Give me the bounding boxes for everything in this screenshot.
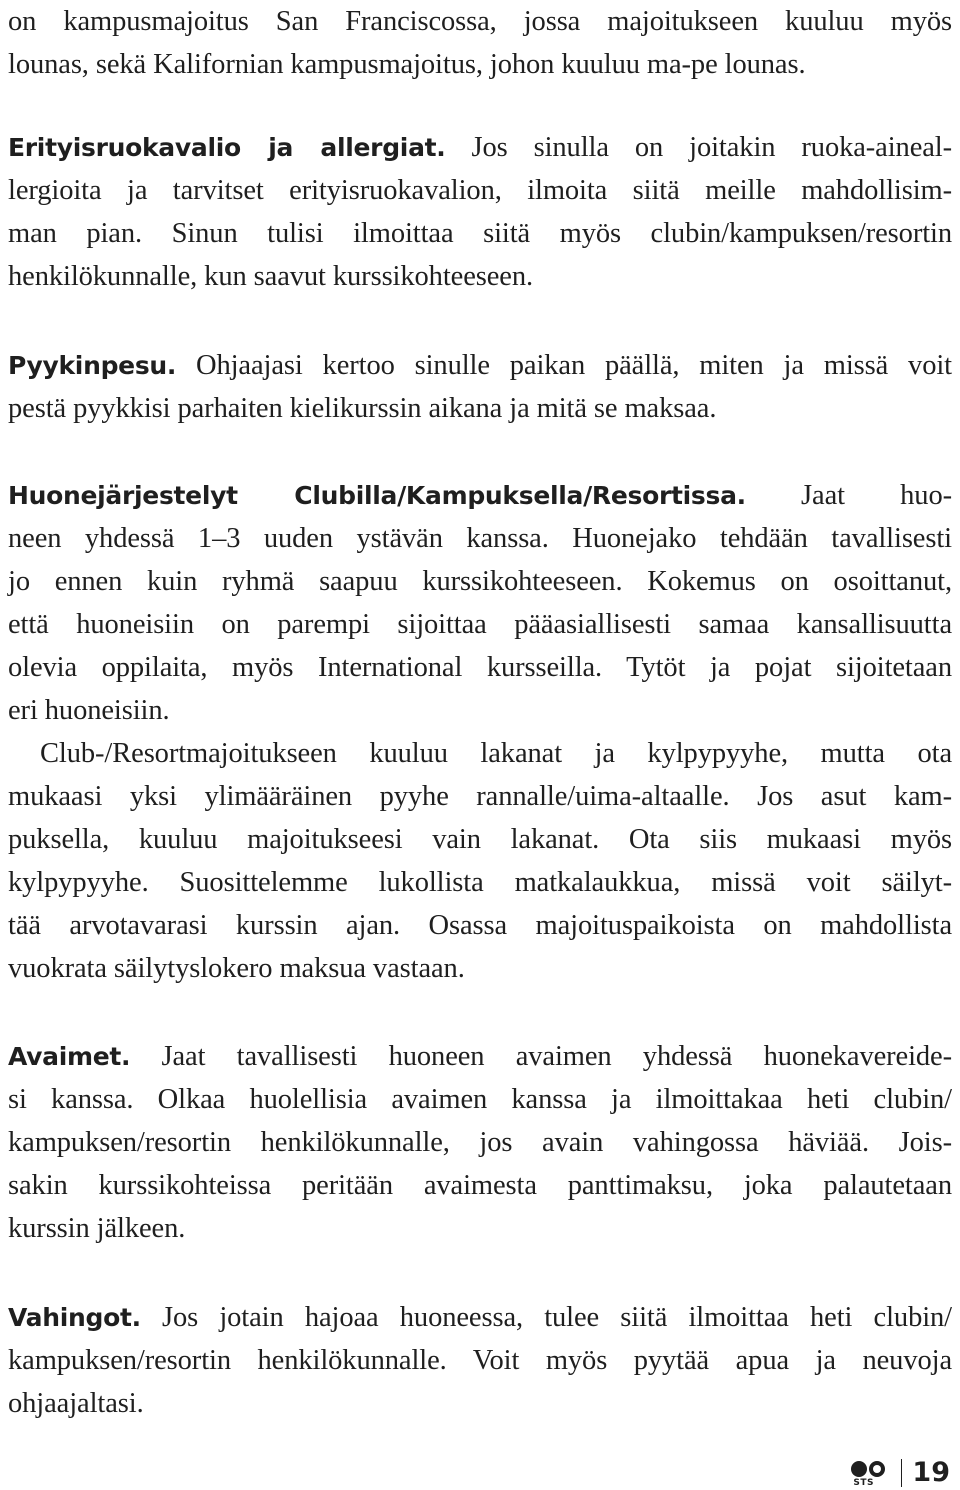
text-line: kampuksen/resortin henkilökunnalle, jos avain vahingossa häviää. Jois- — [8, 1127, 952, 1158]
text-line: Club-/Resortmajoitukseen kuuluu lakanat ja kylpypyyhe, mutta ota — [40, 738, 952, 769]
text-line: mukaasi yksi ylimääräinen pyyhe rannalle/uima-altaalle. Jos asut kam- — [8, 781, 952, 812]
heading-rooms: Huonejärjestelyt Clubilla/Kampuksella/Resortissa. — [8, 481, 746, 510]
paragraph-diet — [8, 126, 952, 298]
text-line: Pyykinpesu. Ohjaajasi kertoo sinulle paikan päällä, miten ja missä voit — [8, 350, 952, 381]
paragraph-damages — [8, 1296, 952, 1425]
text-line: ohjaajaltasi. — [8, 1388, 144, 1419]
text-line: si kanssa. Olkaa huolellisia avaimen kanssa ja ilmoittakaa heti clubin/ — [8, 1084, 952, 1115]
paragraph-laundry — [8, 344, 952, 430]
heading-diet: Erityisruokavalio ja allergiat. — [8, 133, 446, 162]
page-footer — [849, 1456, 950, 1490]
text-line: kylpypyyhe. Suosittelemme lukollista matkalaukkua, missä voit säilyt- — [8, 867, 952, 898]
footer-divider — [901, 1459, 902, 1487]
paragraph-keys — [8, 1035, 952, 1250]
text-line: Huonejärjestelyt Clubilla/Kampuksella/Resortissa. Jaat huo- — [8, 480, 952, 511]
text-line: lounas, sekä Kalifornian kampusmajoitus, johon kuuluu ma-pe lounas. — [8, 49, 806, 80]
heading-laundry: Pyykinpesu. — [8, 351, 177, 380]
text-line: Erityisruokavalio ja allergiat. Jos sinulla on joitakin ruoka-aineal- — [8, 132, 953, 163]
text-line: kurssin jälkeen. — [8, 1213, 186, 1244]
text-line: sakin kurssikohteissa peritään avaimesta panttimaksu, joka palautetaan — [8, 1170, 952, 1201]
text-line: on kampusmajoitus San Franciscossa, jossa majoitukseen kuuluu myös — [8, 6, 952, 37]
text-line: pestä pyykkisi parhaiten kielikurssin aikana ja mitä se maksaa. — [8, 393, 717, 424]
text-line: vuokrata säilytyslokero maksua vastaan. — [8, 953, 465, 984]
text-line: neen yhdessä 1–3 uuden ystävän kanssa. Huonejako tehdään tavallisesti — [8, 523, 952, 554]
text-line: puksella, kuuluu majoitukseesi vain lakanat. Ota siis mukaasi myös — [8, 824, 952, 855]
logo-text: STS — [853, 1478, 875, 1488]
text-line: man pian. Sinun tulisi ilmoittaa siitä myös clubin/kampuksen/resortin — [8, 218, 952, 249]
text-line: Vahingot. Jos jotain hajoaa huoneessa, tulee siitä ilmoittaa heti clubin/ — [8, 1302, 952, 1333]
text-line: olevia oppilaita, myös International kursseilla. Tytöt ja pojat sijoitetaan — [8, 652, 952, 683]
page-number: 19 — [912, 1457, 950, 1488]
text-line: kampuksen/resortin henkilökunnalle. Voit myös pyytää apua ja neuvoja — [8, 1345, 952, 1376]
paragraph-intro — [8, 0, 952, 86]
text-line: henkilökunnalle, kun saavut kurssikohteeseen. — [8, 261, 534, 292]
text-line: lergioita ja tarvitset erityisruokavalion, ilmoita siitä meille mahdollisim- — [8, 175, 952, 206]
text-line: jo ennen kuin ryhmä saapuu kurssikohteeseen. Kokemus on osoittanut, — [8, 566, 952, 597]
paragraph-rooms — [8, 474, 952, 990]
text-line: eri huoneisiin. — [8, 695, 170, 726]
text-line: Avaimet. Jaat tavallisesti huoneen avaimen yhdessä huonekavereide- — [8, 1041, 952, 1072]
heading-keys: Avaimet. — [8, 1042, 131, 1071]
heading-damages: Vahingot. — [8, 1303, 141, 1332]
text-line: tää arvotavarasi kurssin ajan. Osassa majoituspaikoista on mahdollista — [8, 910, 952, 941]
sts-logo-icon — [849, 1457, 895, 1489]
text-line: että huoneisiin on parempi sijoittaa pääasiallisesti samaa kansallisuutta — [8, 609, 952, 640]
